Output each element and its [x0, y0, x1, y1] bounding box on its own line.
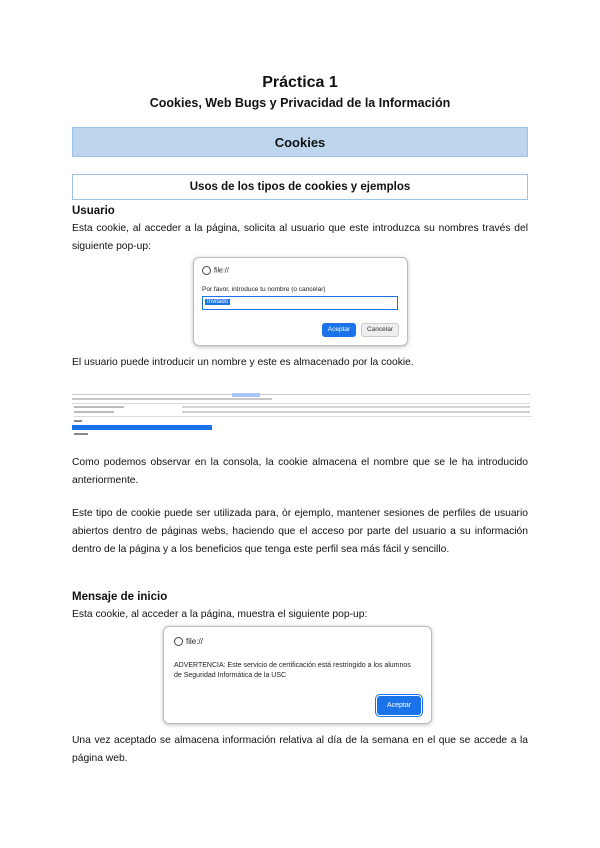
prompt-dialog — [193, 257, 408, 346]
mensaje-after-dialog: Una vez aceptado se almacena información relativa al día de la semana en el que se accede a la página web. — [72, 735, 528, 764]
mensaje-intro: Esta cookie, al acceder a la página, muestra el siguiente pop-up: — [72, 609, 368, 620]
globe-icon — [202, 266, 211, 275]
section-heading: Cookies — [72, 127, 528, 157]
alert-origin — [174, 637, 203, 646]
origin-label: file:// — [214, 267, 229, 275]
alert-message: ADVERTENCIA: Este servicio de certificación está restringido a los alumnos de Seguridad Informática de la USC — [174, 662, 411, 679]
name-input-value: Invitado — [207, 299, 229, 305]
document-subtitle: Cookies, Web Bugs y Privacidad de la Información — [149, 96, 451, 110]
mensaje-heading: Mensaje de inicio — [72, 591, 168, 603]
globe-icon — [174, 637, 183, 646]
origin-label: file:// — [186, 637, 203, 646]
usuario-heading: Usuario — [72, 205, 115, 217]
accept-button[interactable]: Aceptar — [322, 323, 356, 337]
alert-accept-button[interactable]: Aceptar — [377, 696, 421, 715]
devtools-cookie-table — [72, 392, 530, 440]
usuario-intro: Esta cookie, al acceder a la página, solicita al usuario que este introduzca su nombres través del siguiente pop-up: — [72, 223, 528, 252]
document-title: Práctica 1 — [262, 74, 338, 91]
cancel-button[interactable]: Cancelar — [361, 323, 399, 337]
prompt-text: Por favor, introduce tu nombre (o cancelar) — [202, 286, 326, 293]
usuario-after-dialog: El usuario puede introducir un nombre y este es almacenado por la cookie. — [72, 357, 414, 368]
subsection-heading: Usos de los tipos de cookies y ejemplos — [72, 174, 528, 200]
usuario-usage-text: Este tipo de cookie puede ser utilizada para, òr ejemplo, mantener sesiones de perfiles de usuario abiertos dentro de páginas webs, haciendo que el acceso por parte del usuario a su información dentro de la página y a los beneficios que tenga este perfil sea más fácil y sencillo. — [72, 508, 528, 555]
name-input[interactable] — [202, 296, 398, 310]
dialog-origin — [202, 266, 229, 275]
usuario-console-text: Como podemos observar en la consola, la cookie almacena el nombre que se le ha introducido anteriormente. — [72, 457, 528, 486]
alert-dialog — [163, 626, 432, 724]
